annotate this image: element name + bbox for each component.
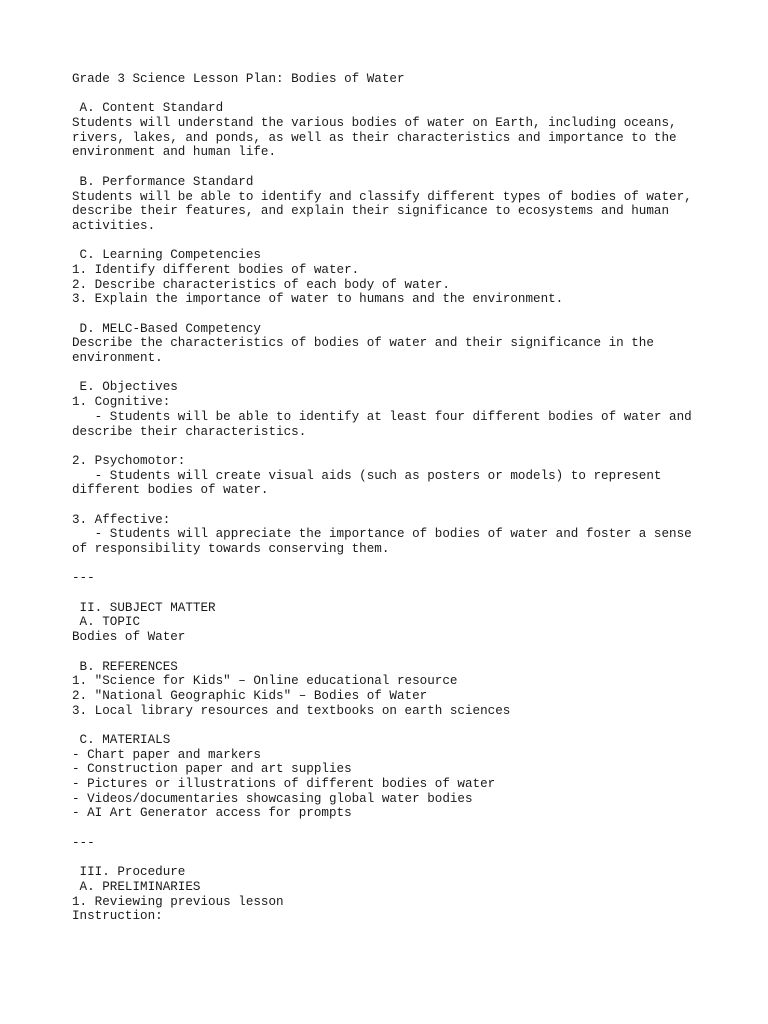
subject-matter-heading: II. SUBJECT MATTER [72,600,216,615]
objective-psychomotor-text: - Students will create visual aids (such as posters or models) to represent [72,468,662,483]
content-standard-line: Students will understand the various bodies of water on Earth, including oceans, [72,116,677,131]
objective-cognitive-text: describe their characteristics. [72,424,307,439]
content-standard-line: rivers, lakes, and ponds, as well as their characteristics and importance to the [72,130,677,145]
performance-standard-heading: B. Performance Standard [72,174,254,189]
performance-standard-line: activities. [72,218,156,233]
learning-competencies-heading: C. Learning Competencies [72,248,261,263]
procedure-step: 1. Reviewing previous lesson [72,894,284,909]
content-standard-line: environment and human life. [72,145,277,160]
performance-standard-line: Students will be able to identify and classify different types of bodies of water, [72,189,692,204]
reference-item: 3. Local library resources and textbooks on earth sciences [72,703,511,718]
document-title: Grade 3 Science Lesson Plan: Bodies of Water [72,72,405,86]
objective-affective-label: 3. Affective: [72,512,171,527]
section-separator: --- [72,571,95,586]
melc-line: Describe the characteristics of bodies of water and their significance in the [72,336,654,351]
topic-heading: A. TOPIC [72,615,141,630]
objective-affective-text: of responsibility towards conserving them. [72,542,390,556]
reference-item: 2. "National Geographic Kids" – Bodies of Water [72,688,428,703]
melc-heading: D. MELC-Based Competency [72,321,261,336]
reference-item: 1. "Science for Kids" – Online educational resource [72,674,458,689]
section-separator: --- [72,835,95,850]
topic-text: Bodies of Water [72,630,186,645]
objective-psychomotor-text: different bodies of water. [72,483,269,498]
procedure-heading: III. Procedure [72,865,186,880]
material-item: - Videos/documentaries showcasing global water bodies [72,791,473,806]
material-item: - Pictures or illustrations of different bodies of water [72,777,496,791]
melc-line: environment. [72,351,163,366]
material-item: - Construction paper and art supplies [72,762,352,777]
competency-item: 3. Explain the importance of water to humans and the environment. [72,292,564,307]
references-heading: B. REFERENCES [72,659,178,674]
objective-cognitive-label: 1. Cognitive: [72,395,171,410]
content-standard-heading: A. Content Standard [72,101,224,116]
objectives-heading: E. Objectives [72,380,178,395]
material-item: - Chart paper and markers [72,747,261,762]
objective-affective-text: - Students will appreciate the importance of bodies of water and foster a sense [72,527,692,542]
objective-cognitive-text: - Students will be able to identify at least four different bodies of water and [72,409,692,424]
competency-item: 1. Identify different bodies of water. [72,262,360,277]
instruction-label: Instruction: [72,909,163,924]
competency-item: 2. Describe characteristics of each body of water. [72,277,450,292]
performance-standard-line: describe their features, and explain their significance to ecosystems and human [72,204,670,219]
objective-psychomotor-label: 2. Psychomotor: [72,453,186,468]
material-item: - AI Art Generator access for prompts [72,806,352,821]
materials-heading: C. MATERIALS [72,732,171,747]
preliminaries-heading: A. PRELIMINARIES [72,879,201,894]
